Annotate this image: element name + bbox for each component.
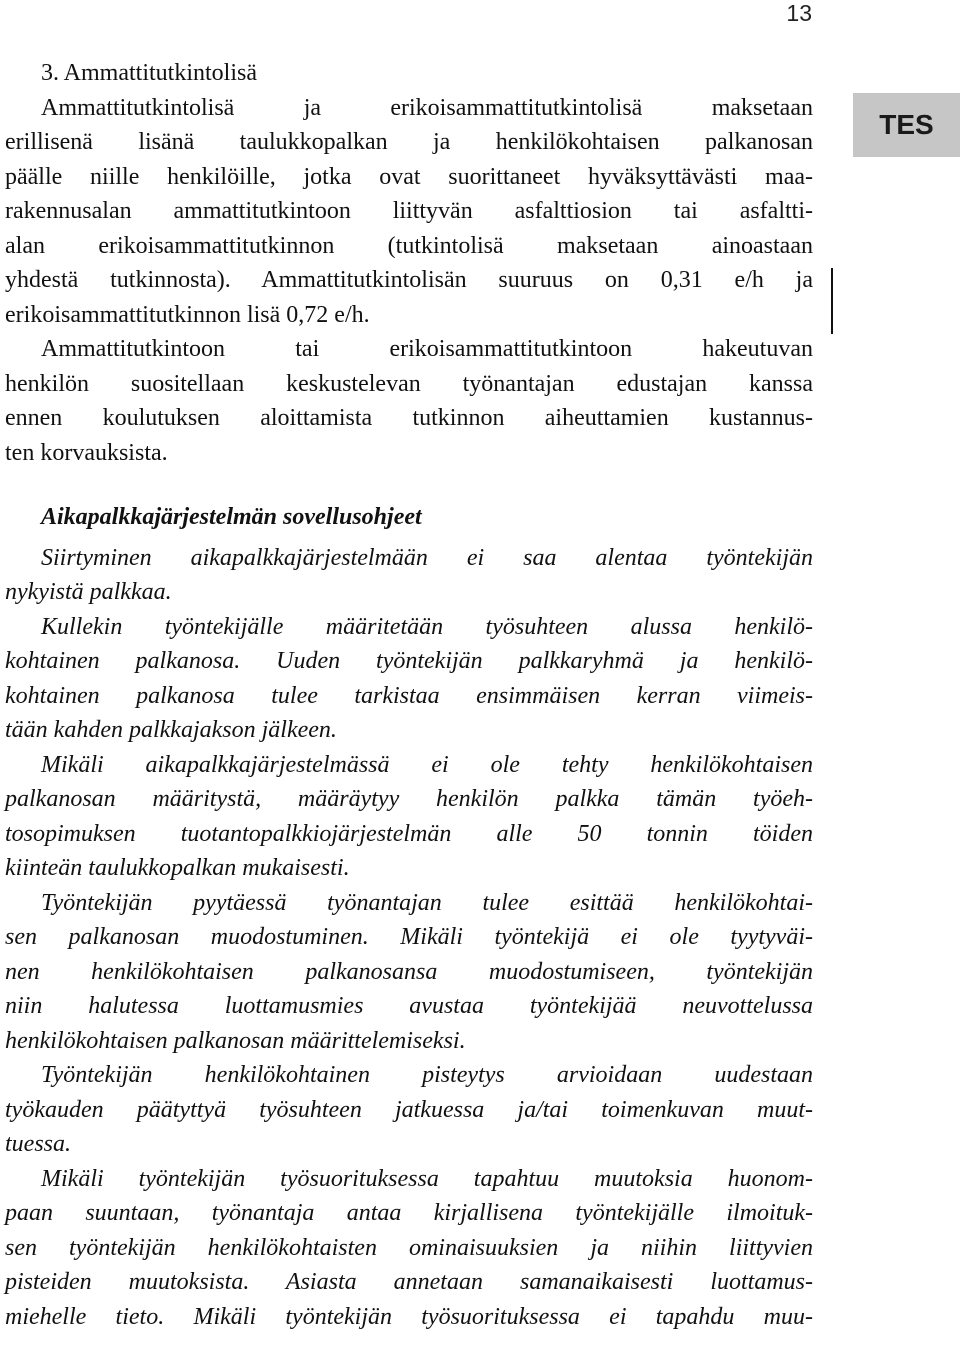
text-line: nykyistä palkkaa. [5,579,172,605]
text-line: kiinteän taulukkopalkan mukaisesti. [5,855,350,881]
guideline-paragraph [5,748,813,886]
text-line: erillisenä lisänä taulukkopalkan ja henkilökohtaisen palkanosan [5,129,813,155]
guideline-paragraph [5,886,813,1059]
text-line: henkilön suositellaan keskustelevan työnantajan edustajan kanssa [5,370,813,397]
guidelines-heading: Aikapalkkajärjestelmän sovellusohjeet [41,504,422,530]
text-line: miehelle tieto. Mikäli työntekijän työsuorituksessa ei tapahdu muu- [5,1303,813,1330]
paragraph-koulutus [5,332,813,470]
text-line: yhdestä tutkinnosta). Ammattitutkintolisän suuruus on 0,31 e/h ja [5,267,813,293]
text-line: kohtainen palkanosa. Uuden työntekijän palkkaryhmä ja henkilö- [5,648,813,674]
guideline-paragraph [5,1162,813,1335]
text-line: Kullekin työntekijälle määritetään työsuhteen alussa henkilö- [41,613,813,640]
text-line: erikoisammattitutkinnon lisä 0,72 e/h. [5,301,370,328]
guideline-paragraph [5,541,813,610]
text-line: Ammattitutkintoon tai erikoisammattitutkintoon hakeutuvan [41,336,813,362]
text-line: niin halutessa luottamusmies avustaa työntekijää neuvottelussa [5,993,813,1019]
text-line: rakennusalan ammattitutkintoon liittyvän asfalttiosion tai asfaltti- [5,198,813,224]
section-title: 3. Ammattitutkintolisä [41,60,257,86]
text-line: Työntekijän pyytäessä työnantajan tulee esittää henkilökohtai- [41,889,813,916]
paragraph-tutkintolisa [5,91,813,333]
text-line: kohtainen palkanosa tulee tarkistaa ensimmäisen kerran viimeis- [5,682,813,709]
text-line: työkauden päätyttyä työsuhteen jatkuessa ja/tai toimenkuvan muut- [5,1096,813,1123]
text-line: nen henkilökohtaisen palkanosansa muodostumiseen, työntekijän [5,958,813,985]
text-line: tään kahden palkkajakson jälkeen. [5,717,337,743]
text-line: paan suuntaan, työnantaja antaa kirjallisena työntekijälle ilmoituk- [5,1200,813,1226]
guideline-paragraph [5,610,813,748]
text-line: ennen koulutuksen aloittamista tutkinnon aiheuttamien kustannus- [5,405,813,431]
text-line: sen palkanosan muodostuminen. Mikäli työntekijä ei ole tyytyväi- [5,924,813,950]
page-content [5,56,813,1334]
guidelines-body [5,541,813,1335]
text-line: alan erikoisammattitutkinnon (tutkintolisä maksetaan ainoastaan [5,232,813,259]
text-line: Mikäli aikapalkkajärjestelmässä ei ole tehty henkilökohtaisen [41,751,813,778]
text-line: Siirtyminen aikapalkkajärjestelmään ei saa alentaa työntekijän [41,544,813,571]
text-line: sen työntekijän henkilökohtaisten ominaisuuksien ja niihin liittyvien [5,1234,813,1261]
text-line: pisteiden muutoksista. Asiasta annetaan samanaikaisesti luottamus- [5,1269,813,1295]
text-line: ten korvauksista. [5,439,168,466]
text-line: Työntekijän henkilökohtainen pisteytys arvioidaan uudestaan [41,1062,813,1088]
change-marker [831,268,833,334]
text-line: palkanosan määritystä, määräytyy henkilön palkka tämän työeh- [5,786,813,812]
text-line: päälle niille henkilöille, jotka ovat suorittaneet hyväksyttävästi maa- [5,163,813,190]
text-line: henkilökohtaisen palkanosan määrittelemiseksi. [5,1027,466,1054]
text-line: tuessa. [5,1131,71,1157]
text-line: Ammattitutkintolisä ja erikoisammattitutkintolisä maksetaan [41,94,813,121]
text-line: tosopimuksen tuotantopalkkiojärjestelmän alle 50 tonnin töiden [5,820,813,847]
section-tag: TES [853,93,960,157]
text-line: Mikäli työntekijän työsuorituksessa tapahtuu muutoksia huonom- [41,1165,813,1192]
page-number: 13 [786,0,812,26]
guideline-paragraph [5,1058,813,1162]
